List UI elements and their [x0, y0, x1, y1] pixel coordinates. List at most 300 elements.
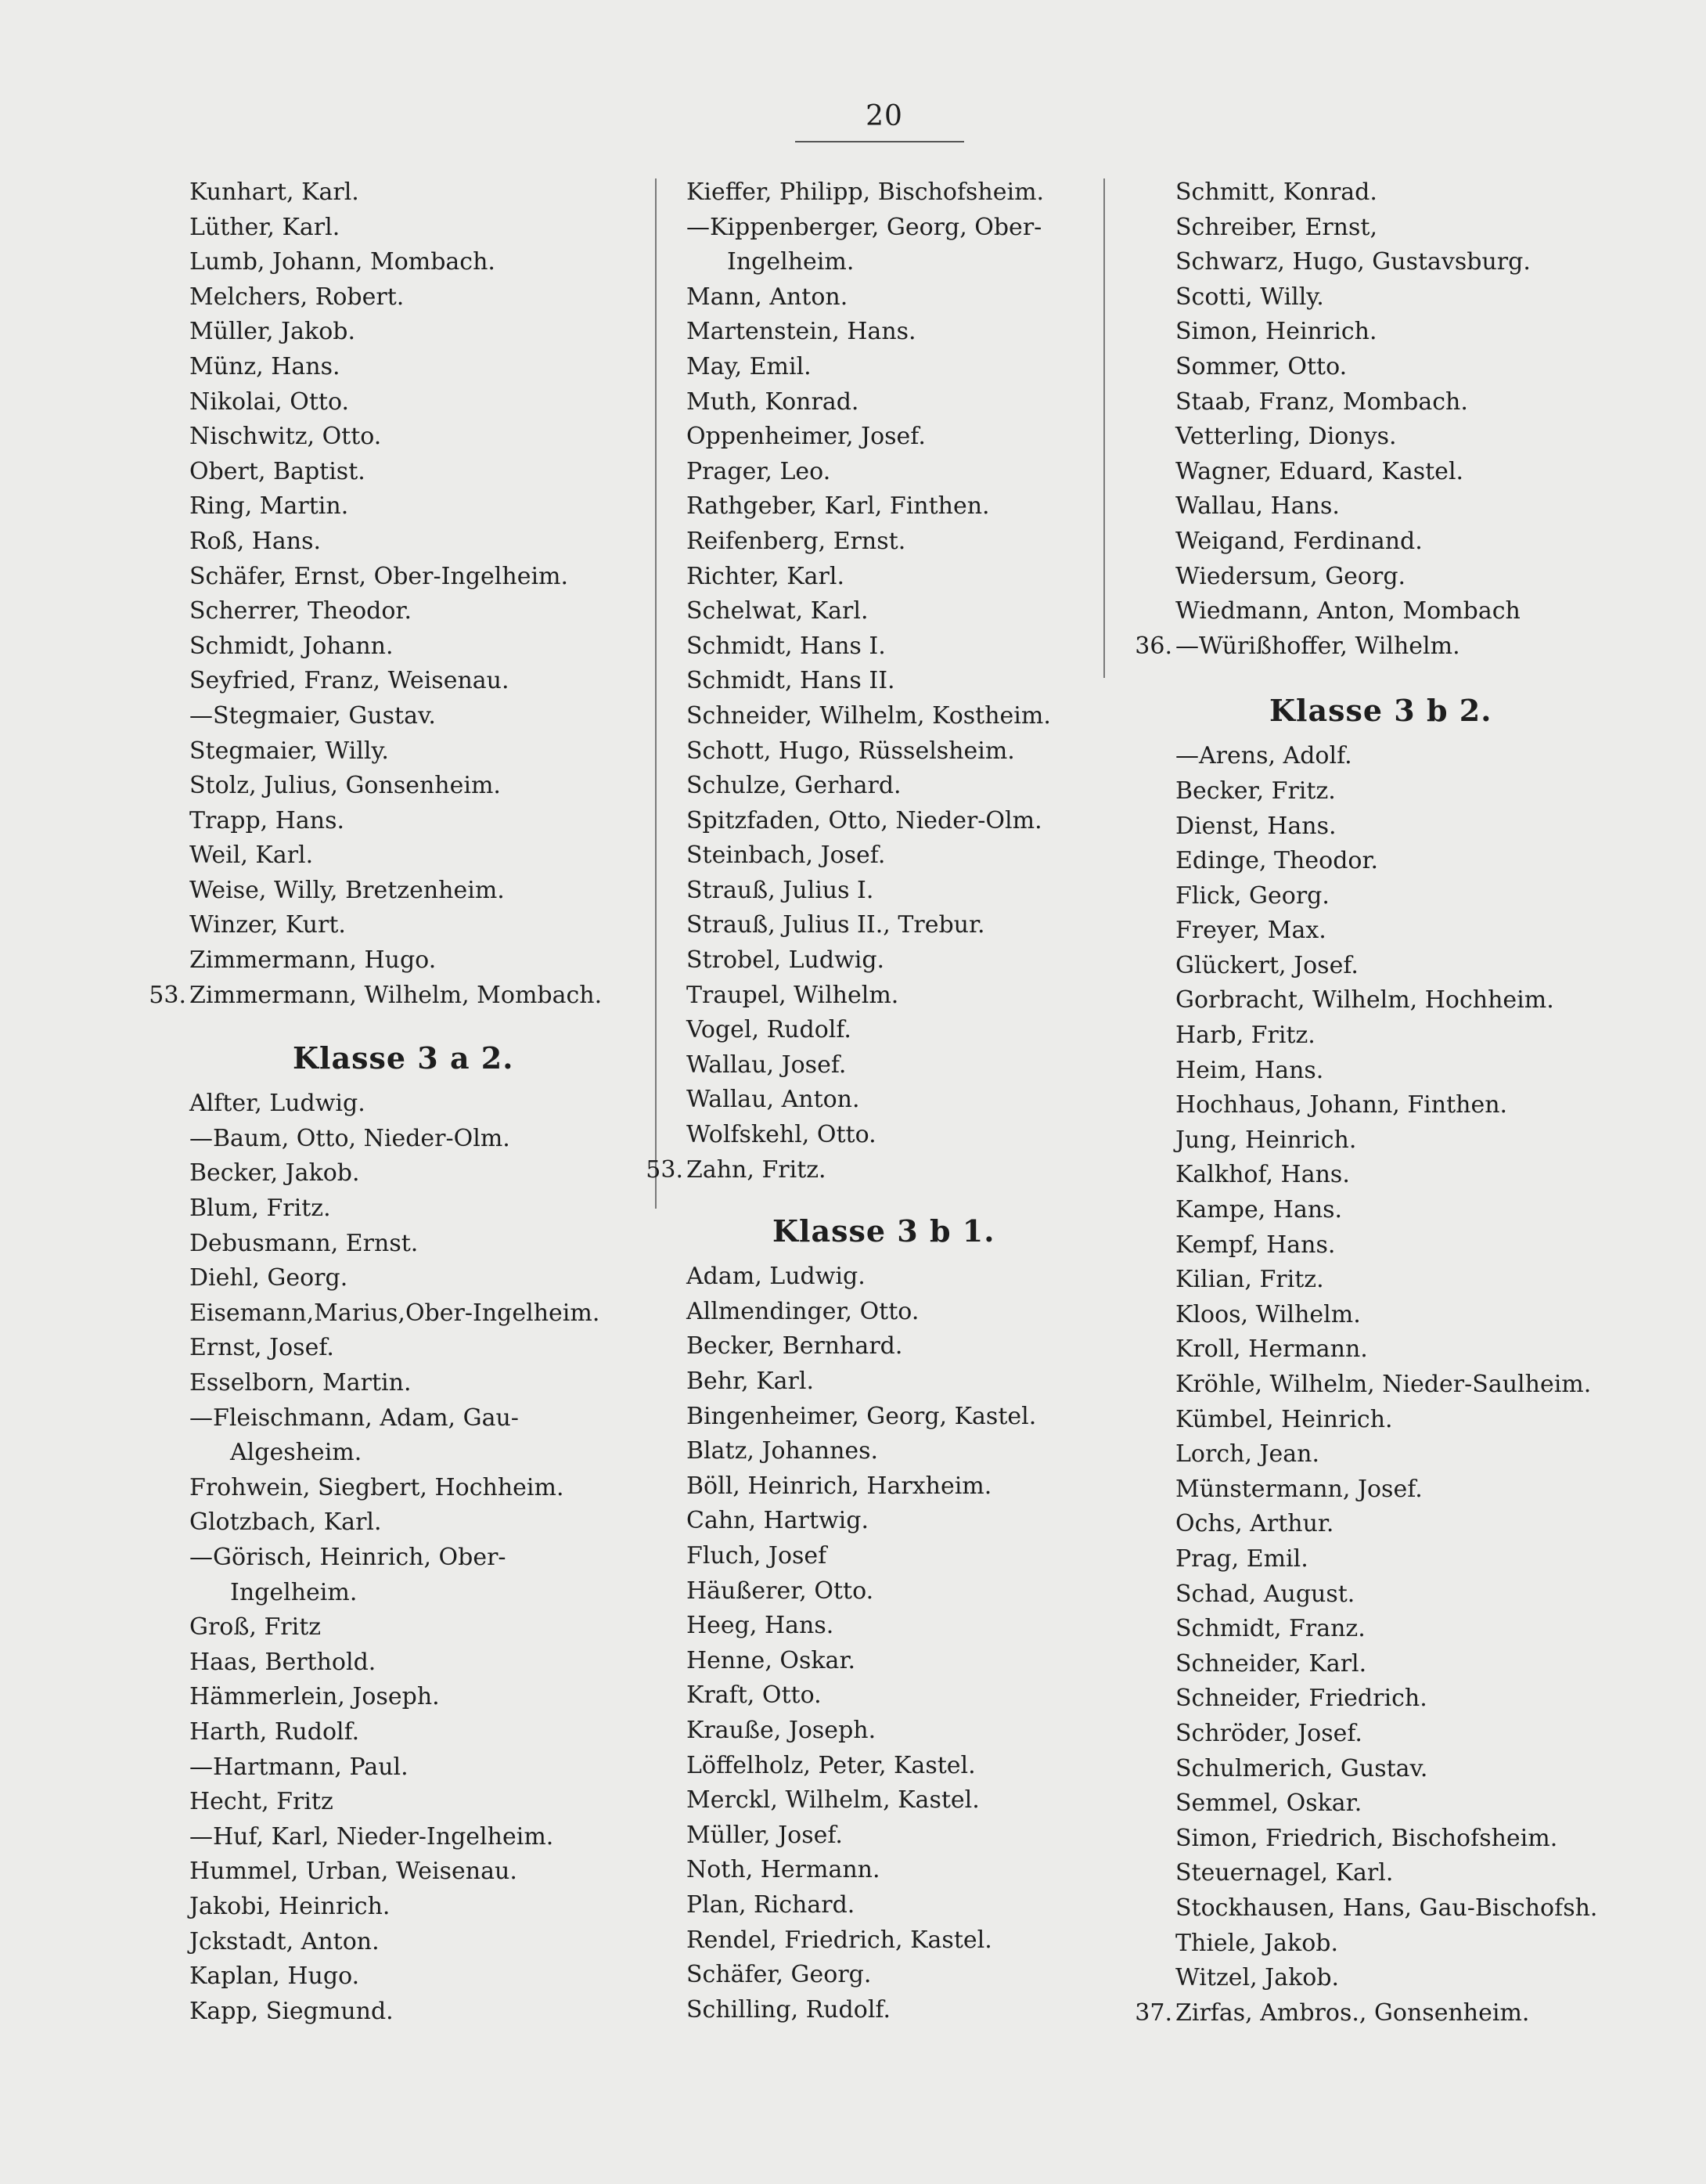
entry-name: —Huf, Karl, Nieder-Ingelheim.	[189, 1822, 554, 1851]
entry-name: Vetterling, Dionys.	[1175, 423, 1397, 451]
list-entry	[1175, 879, 1597, 914]
list-entry	[1175, 1332, 1597, 1368]
list-entry	[1175, 524, 1597, 560]
list-entry	[1175, 1891, 1597, 1926]
list-entry	[189, 594, 602, 629]
list-entry	[189, 664, 602, 699]
list-entry	[1175, 1123, 1597, 1159]
list-entry	[189, 1645, 602, 1681]
entry-name: Zahn, Fritz.	[686, 1155, 826, 1184]
list-entry	[189, 315, 602, 350]
list-entry	[1175, 385, 1597, 420]
list-entry	[686, 280, 1051, 315]
list-entry	[189, 1156, 602, 1191]
entry-name: Kalkhof, Hans.	[1175, 1161, 1350, 1189]
list-entry	[189, 524, 602, 560]
entry-name: Wolfskehl, Otto.	[686, 1121, 876, 1149]
list-entry	[1175, 211, 1597, 246]
list-entry	[686, 489, 1051, 524]
entry-name: Schilling, Rudolf.	[686, 1995, 891, 2024]
list-entry	[686, 1644, 1051, 1679]
entry-name: Semmel, Oskar.	[1175, 1789, 1362, 1818]
entry-name: Sommer, Otto.	[1175, 352, 1348, 380]
entry-name: Dienst, Hans.	[1175, 812, 1337, 840]
entry-name: Spitzfaden, Otto, Nieder-Olm.	[686, 806, 1042, 834]
list-entry	[189, 1191, 602, 1227]
list-entry	[189, 874, 602, 909]
list-entry	[686, 664, 1051, 699]
list-entry	[189, 420, 602, 455]
list-entry	[686, 1048, 1051, 1083]
entry-name: Jakobi, Heinrich.	[189, 1892, 391, 1920]
list-entry	[686, 838, 1051, 874]
entry-name: Kilian, Fritz.	[1175, 1266, 1324, 1294]
list-entry	[686, 315, 1051, 350]
list-entry	[189, 1122, 602, 1157]
list-entry	[1175, 1786, 1597, 1822]
entry-name: Glückert, Josef.	[1175, 951, 1359, 979]
entry-name: Becker, Bernhard.	[686, 1332, 903, 1360]
entry-name: Plan, Richard.	[686, 1890, 855, 1919]
entry-name: Hummel, Urban, Weisenau.	[189, 1858, 517, 1886]
list-entry	[189, 629, 602, 665]
list-entry	[1175, 774, 1597, 809]
entry-name: Thiele, Jakob.	[1175, 1929, 1338, 1957]
list-entry	[189, 1959, 602, 1995]
list-entry	[686, 1013, 1051, 1048]
entry-name: Kloos, Wilhelm.	[1175, 1300, 1361, 1328]
entry-name: —Fleischmann, Adam, Gau-	[189, 1404, 519, 1432]
entry-name: Nischwitz, Otto.	[189, 423, 382, 451]
entry-name: May, Emil.	[686, 352, 812, 380]
entry-name: Winzer, Kurt.	[189, 911, 346, 939]
entry-name: —Kippenberger, Georg, Ober-	[686, 213, 1042, 241]
list-entry	[1175, 1681, 1597, 1717]
name-list	[686, 1260, 1051, 2027]
list-entry	[1175, 809, 1597, 845]
list-entry	[1175, 914, 1597, 949]
entry-name: Kapp, Siegmund.	[189, 1997, 394, 2025]
entry-name: Schwarz, Hugo, Gustavsburg.	[1175, 248, 1531, 276]
list-entry	[686, 1993, 1051, 2028]
list-entry	[1175, 489, 1597, 524]
list-entry	[1175, 739, 1597, 774]
entry-name: Merckl, Wilhelm, Kastel.	[686, 1786, 980, 1815]
list-entry	[686, 943, 1051, 978]
entry-name: Müller, Josef.	[686, 1821, 843, 1849]
entry-name: Vogel, Rudolf.	[686, 1016, 851, 1044]
entry-name: Staab, Franz, Mombach.	[1175, 387, 1468, 416]
entry-name: Kroll, Hermann.	[1175, 1335, 1368, 1364]
entry-name: Weil, Karl.	[189, 842, 314, 870]
list-entry	[686, 1678, 1051, 1714]
column-rule-right	[1103, 178, 1105, 678]
list-entry	[1175, 844, 1597, 879]
list-entry	[1175, 1158, 1597, 1193]
entry-name: Schmidt, Hans II.	[686, 667, 895, 695]
entry-name: Ingelheim.	[230, 1578, 358, 1606]
entry-name: Kröhle, Wilhelm, Nieder-Saulheim.	[1175, 1371, 1592, 1398]
entry-name: Noth, Hermann.	[686, 1856, 880, 1884]
entry-name: Nikolai, Otto.	[189, 387, 350, 416]
list-entry	[686, 1329, 1051, 1364]
entry-name: Witzel, Jakob.	[1175, 1964, 1340, 1992]
entry-name: Schelwat, Karl.	[686, 597, 869, 625]
list-entry	[189, 1331, 602, 1366]
list-entry	[189, 1820, 602, 1855]
list-entry	[686, 1888, 1051, 1923]
entry-name: —Baum, Otto, Nieder-Olm.	[189, 1124, 510, 1152]
list-entry	[189, 1261, 602, 1296]
entry-name: Jckstadt, Anton.	[189, 1927, 380, 1955]
list-entry	[1175, 594, 1597, 629]
list-entry	[1135, 629, 1597, 665]
entry-name: Schott, Hugo, Rüsselsheim.	[686, 737, 1015, 765]
list-entry	[1175, 280, 1597, 315]
entry-name: Müller, Jakob.	[189, 318, 355, 346]
list-entry	[686, 874, 1051, 909]
list-entry	[189, 1436, 602, 1471]
entry-name: Kempf, Hans.	[1175, 1231, 1336, 1259]
entry-name: Rathgeber, Karl, Finthen.	[686, 492, 990, 521]
list-entry	[686, 804, 1051, 839]
entry-name: Heeg, Hans.	[686, 1612, 834, 1640]
entry-name: Becker, Jakob.	[189, 1159, 360, 1188]
list-entry	[686, 1783, 1051, 1818]
entry-name: Oppenheimer, Josef.	[686, 423, 926, 451]
list-entry	[686, 560, 1051, 595]
list-entry	[686, 455, 1051, 490]
list-entry	[686, 211, 1051, 246]
entry-name: Weigand, Ferdinand.	[1175, 527, 1423, 555]
list-entry	[686, 1504, 1051, 1539]
list-entry	[189, 1890, 602, 1925]
entry-name: Schneider, Karl.	[1175, 1649, 1367, 1678]
entry-name: Kieffer, Philipp, Bischofsheim.	[686, 178, 1045, 206]
entry-name: Schneider, Friedrich.	[1175, 1685, 1427, 1713]
list-entry	[1175, 1298, 1597, 1333]
list-entry	[189, 804, 602, 839]
entry-name: Schulze, Gerhard.	[686, 772, 902, 800]
list-entry	[1175, 983, 1597, 1018]
entry-name: Lorch, Jean.	[1175, 1440, 1320, 1469]
list-entry	[189, 385, 602, 420]
list-entry	[686, 1574, 1051, 1609]
list-entry	[189, 489, 602, 524]
list-entry	[686, 245, 1051, 280]
list-entry	[1175, 1472, 1597, 1508]
entry-name: Weise, Willy, Bretzenheim.	[189, 876, 505, 904]
entry-name: Strauß, Julius I.	[686, 876, 874, 904]
entry-name: Edinge, Theodor.	[1175, 847, 1379, 875]
entry-name: Harth, Rudolf.	[189, 1717, 360, 1746]
list-entry	[686, 629, 1051, 665]
list-entry	[189, 245, 602, 280]
list-entry	[686, 734, 1051, 769]
column-3	[1135, 175, 1598, 2031]
entry-name: Behr, Karl.	[686, 1368, 815, 1395]
entry-name: Schäfer, Georg.	[686, 1961, 872, 1989]
entry-name: Hecht, Fritz	[189, 1788, 333, 1816]
list-entry	[1175, 1368, 1597, 1403]
list-entry	[1175, 1856, 1597, 1891]
entry-name: Eisemann,Marius,Ober-Ingelheim.	[189, 1299, 600, 1327]
entry-name: Allmendinger, Otto.	[686, 1297, 920, 1325]
entry-name: Häußerer, Otto.	[686, 1577, 874, 1605]
entry-name: Kraft, Otto.	[686, 1681, 822, 1710]
list-entry	[1175, 1054, 1597, 1089]
list-entry	[686, 350, 1051, 385]
class-heading: Klasse 3 a 2.	[293, 1040, 514, 1076]
entry-name: Wagner, Eduard, Kastel.	[1175, 457, 1464, 485]
entry-name: Fluch, Josef	[686, 1541, 827, 1570]
list-entry	[1175, 350, 1597, 385]
entry-name: Frohwein, Siegbert, Hochheim.	[189, 1473, 564, 1501]
name-list	[1135, 739, 1598, 2031]
entry-name: Wallau, Anton.	[686, 1086, 860, 1114]
list-entry	[189, 699, 602, 734]
entry-name: Zimmermann, Wilhelm, Mombach.	[189, 981, 603, 1009]
list-entry	[189, 769, 602, 804]
entry-name: Alfter, Ludwig.	[189, 1090, 365, 1118]
list-entry	[1175, 245, 1597, 280]
class-heading: Klasse 3 b 1.	[772, 1213, 995, 1249]
entry-name: Bingenheimer, Georg, Kastel.	[686, 1402, 1037, 1430]
page-number: 20	[866, 100, 903, 132]
list-entry	[189, 1785, 602, 1820]
list-entry	[686, 1539, 1051, 1574]
entry-name: Flick, Georg.	[1175, 881, 1330, 910]
entry-name: Scotti, Willy.	[1175, 283, 1324, 311]
entry-name: Roß, Hans.	[189, 527, 322, 555]
list-entry	[686, 1434, 1051, 1469]
list-entry	[189, 1715, 602, 1750]
list-entry	[189, 1505, 602, 1541]
list-entry	[189, 1087, 602, 1122]
entry-name: Diehl, Georg.	[189, 1264, 348, 1292]
list-entry	[189, 1541, 602, 1576]
list-entry	[686, 1469, 1051, 1505]
entry-name: —Arens, Adolf.	[1175, 742, 1352, 770]
list-entry	[1135, 1996, 1597, 2031]
list-entry	[686, 175, 1051, 211]
entry-name: Prager, Leo.	[686, 457, 831, 485]
entry-name: Stolz, Julius, Gonsenheim.	[189, 772, 501, 800]
list-entry	[189, 1227, 602, 1262]
entry-name: —Görisch, Heinrich, Ober-	[189, 1543, 506, 1571]
list-entry	[1175, 1088, 1597, 1123]
list-entry	[686, 1853, 1051, 1888]
entry-name: —Würißhoffer, Wilhelm.	[1175, 632, 1460, 660]
list-entry	[189, 1680, 602, 1715]
list-entry	[1175, 949, 1597, 984]
list-entry	[686, 1818, 1051, 1854]
entry-name: Schmitt, Konrad.	[1175, 178, 1377, 206]
entry-name: Ingelheim.	[727, 248, 855, 276]
list-entry	[189, 280, 602, 315]
entry-name: Strobel, Ludwig.	[686, 946, 885, 975]
entry-name: Kampe, Hans.	[1175, 1196, 1343, 1224]
entry-name: Esselborn, Martin.	[189, 1369, 412, 1397]
list-entry	[189, 1925, 602, 1960]
entry-name: Schröder, Josef.	[1175, 1719, 1362, 1747]
column-1	[149, 175, 603, 2029]
entry-name: Jung, Heinrich.	[1175, 1126, 1357, 1154]
entry-count: 37.	[1135, 1998, 1172, 2027]
entry-name: Schreiber, Ernst,	[1175, 213, 1377, 241]
list-entry	[189, 1995, 602, 2030]
entry-name: Münstermann, Josef.	[1175, 1475, 1423, 1503]
list-entry	[686, 1923, 1051, 1959]
list-entry	[1175, 1228, 1597, 1263]
entry-name: Schad, August.	[1175, 1580, 1355, 1608]
list-entry	[1175, 1612, 1597, 1647]
list-entry	[1175, 560, 1597, 595]
list-entry	[1175, 1437, 1597, 1472]
list-entry	[1175, 1822, 1597, 1857]
list-entry	[686, 1118, 1051, 1153]
entry-name: Zirfas, Ambros., Gonsenheim.	[1175, 1998, 1530, 2027]
list-entry	[686, 1400, 1051, 1435]
entry-name: Traupel, Wilhelm.	[686, 981, 899, 1009]
list-entry	[189, 1854, 602, 1890]
list-entry	[686, 978, 1051, 1014]
column-2	[646, 175, 1051, 2027]
entry-name: Haas, Berthold.	[189, 1648, 376, 1676]
entry-count: 53.	[149, 981, 186, 1009]
column-rule-left	[655, 178, 657, 1209]
list-entry	[1175, 420, 1597, 455]
entry-name: Zimmermann, Hugo.	[189, 946, 437, 975]
entry-name: Glotzbach, Karl.	[189, 1508, 382, 1537]
header-rule	[795, 141, 964, 142]
entry-name: Blum, Fritz.	[189, 1195, 331, 1223]
entry-name: Schneider, Wilhelm, Kostheim.	[686, 701, 1051, 730]
entry-name: Martenstein, Hans.	[686, 318, 916, 346]
entry-name: Prag, Emil.	[1175, 1544, 1308, 1573]
list-entry	[1175, 1018, 1597, 1054]
entry-name: Kümbel, Heinrich.	[1175, 1405, 1393, 1433]
name-list	[646, 175, 1051, 1188]
list-entry	[1175, 1403, 1597, 1438]
entry-name: Schulmerich, Gustav.	[1175, 1754, 1428, 1782]
entry-name: Lüther, Karl.	[189, 213, 340, 241]
list-entry	[189, 455, 602, 490]
entry-name: Kaplan, Hugo.	[189, 1962, 360, 1991]
list-entry	[189, 560, 602, 595]
entry-name: Debusmann, Ernst.	[189, 1229, 419, 1257]
list-entry	[1175, 1717, 1597, 1752]
list-entry	[1175, 1752, 1597, 1787]
entry-name: Schmidt, Hans I.	[686, 632, 886, 660]
entry-name: Melchers, Robert.	[189, 283, 405, 311]
entry-name: Becker, Fritz.	[1175, 777, 1336, 805]
entry-name: Steuernagel, Karl.	[1175, 1859, 1394, 1887]
list-entry	[686, 1714, 1051, 1749]
entry-name: Muth, Konrad.	[686, 387, 859, 416]
list-entry	[1175, 315, 1597, 350]
list-entry	[1175, 1263, 1597, 1298]
list-entry	[1175, 1507, 1597, 1542]
list-entry	[189, 908, 602, 943]
list-entry	[189, 1401, 602, 1436]
entry-name: Hämmerlein, Joseph.	[189, 1683, 440, 1711]
entry-name: Schmidt, Franz.	[1175, 1615, 1366, 1643]
list-entry	[686, 1749, 1051, 1784]
entry-name: Mann, Anton.	[686, 283, 848, 311]
list-entry	[646, 1153, 1051, 1188]
name-list	[149, 175, 603, 1013]
entry-name: Wiedmann, Anton, Mombach	[1175, 597, 1521, 625]
entry-name: Heim, Hans.	[1175, 1056, 1324, 1084]
list-entry	[189, 838, 602, 874]
entry-name: Obert, Baptist.	[189, 457, 365, 485]
list-entry	[686, 1609, 1051, 1644]
entry-name: Böll, Heinrich, Harxheim.	[686, 1472, 992, 1500]
entry-name: Henne, Oskar.	[686, 1646, 856, 1674]
list-entry	[1175, 1577, 1597, 1613]
list-entry	[1175, 1542, 1597, 1577]
list-entry	[1175, 175, 1597, 211]
list-entry	[189, 1296, 602, 1332]
entry-name: Strauß, Julius II., Trebur.	[686, 911, 985, 939]
entry-name: Algesheim.	[230, 1439, 362, 1467]
list-entry	[686, 420, 1051, 455]
entry-name: Ernst, Josef.	[189, 1334, 334, 1362]
entry-name: Simon, Heinrich.	[1175, 318, 1377, 346]
name-list	[189, 1087, 602, 2029]
entry-count: 36.	[1135, 632, 1172, 660]
list-entry	[686, 1958, 1051, 1993]
entry-name: Blatz, Johannes.	[686, 1437, 879, 1465]
entry-name: Wiedersum, Georg.	[1175, 562, 1406, 590]
entry-name: Kunhart, Karl.	[189, 178, 359, 206]
entry-name: Groß, Fritz	[189, 1613, 322, 1642]
entry-name: Stegmaier, Willy.	[189, 737, 389, 765]
list-entry	[189, 734, 602, 769]
entry-name: Adam, Ludwig.	[686, 1263, 866, 1291]
list-entry	[686, 1364, 1051, 1400]
entry-name: Gorbracht, Wilhelm, Hochheim.	[1175, 986, 1554, 1015]
list-entry	[189, 1366, 602, 1401]
list-entry	[189, 1610, 602, 1645]
entry-name: Scherrer, Theodor.	[189, 597, 412, 625]
list-entry	[686, 594, 1051, 629]
entry-name: Harb, Fritz.	[1175, 1022, 1315, 1050]
entry-name: Simon, Friedrich, Bischofsheim.	[1175, 1824, 1558, 1852]
list-entry	[686, 769, 1051, 804]
entry-name: Freyer, Max.	[1175, 917, 1326, 945]
entry-name: Schmidt, Johann.	[189, 632, 394, 660]
list-entry	[686, 908, 1051, 943]
list-entry	[1175, 1193, 1597, 1228]
list-entry	[189, 1471, 602, 1506]
entry-name: Steinbach, Josef.	[686, 842, 886, 870]
entry-name: Trapp, Hans.	[189, 806, 345, 834]
list-entry	[686, 1260, 1051, 1295]
list-entry	[189, 1576, 602, 1611]
list-entry	[189, 211, 602, 246]
list-entry	[1175, 1961, 1597, 1996]
entry-name: Wallau, Hans.	[1175, 492, 1340, 521]
entry-count: 53.	[646, 1155, 683, 1184]
entry-name: Stockhausen, Hans, Gau-Bischofsh.	[1175, 1894, 1598, 1922]
entry-name: —Stegmaier, Gustav.	[189, 701, 436, 730]
entry-name: Wallau, Josef.	[686, 1051, 847, 1079]
entry-name: Krauße, Joseph.	[686, 1716, 876, 1744]
entry-name: Ring, Martin.	[189, 492, 349, 521]
list-entry	[1175, 455, 1597, 490]
